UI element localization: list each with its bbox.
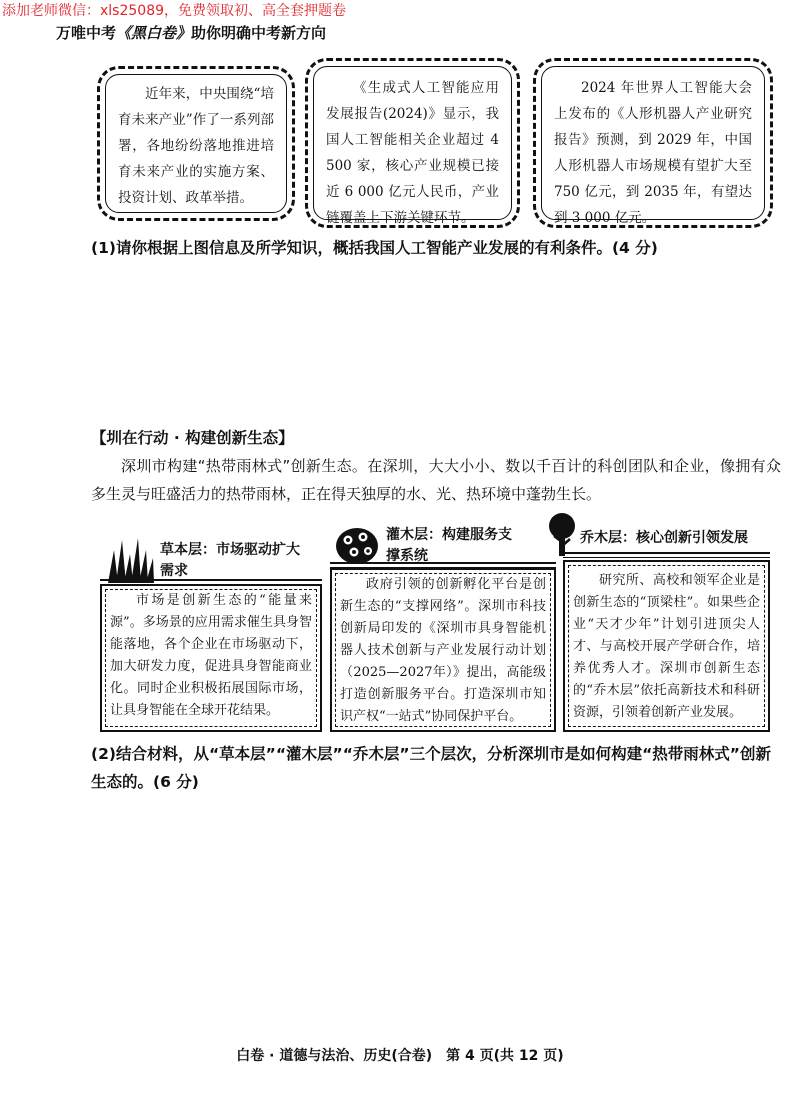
layer-card-grass <box>100 584 322 732</box>
header-slogan <box>56 22 326 43</box>
info-box-text: 近年来，中央围绕“培育未来产业”作了一系列部署，各地纷纷落地推进培育未来产业的实施方案、投资计划、政革举措。 <box>118 86 274 206</box>
info-box-forecast <box>533 58 773 228</box>
section-intro: 深圳市构建“热带雨林式”创新生态。在深圳，大大小小、数以千百计的科创团队和企业，像拥有众多生灵与旺盛活力的热带雨林，正在得天独厚的水、光、热环境中蓬勃生长。 <box>91 457 781 503</box>
layer-heading-line: 乔木层：核心创新引领发展 <box>580 530 748 546</box>
page-footer: 白卷 · 道德与法治、历史(合卷) 第 4 页(共 12 页) <box>236 1048 564 1064</box>
layer-card-text: 研究所、高校和领军企业是创新生态的“顶梁柱”。如果些企业“天才少年”计划引进顶尖人才、与高校开展产学研合作，培养优秀人才。深圳市创新生态的“乔木层”依托高新技术和科研资源，引领着创新产业发展。 <box>573 573 760 720</box>
info-box-policy <box>97 66 295 221</box>
layer-heading-line: 需求 <box>160 563 188 579</box>
layer-heading-tree <box>580 528 775 549</box>
slogan-brand: 《黑白卷》 <box>116 24 192 42</box>
layer-card-text: 市场是创新生态的“能量来源”。多场景的应用需求催生具身智能落地，各个企业在市场驱动下，加大研发力度，促进具身智能商业化。同时企业积极拓展国际市场，让具身智能在全球开花结果。 <box>110 593 312 718</box>
info-box-text: 《生成式人工智能应用发展报告(2024)》显示，我国人工智能相关企业超过 4 500 家，核心产业规模已接近 6 000 亿元人民币，产业链覆盖上下游关键环节。 <box>326 80 499 226</box>
layer-card-tree <box>563 560 770 732</box>
slogan-prefix: 万唯中考 <box>56 24 117 42</box>
layer-card-text: 政府引领的创新孵化平台是创新生态的“支撑网络”。深圳市科技创新局印发的《深圳市具身智能机器人技术创新与产业发展行动计划（2025—2027年）》提出，高能级打造创新服务平台。打造深圳市知识产权“一站式”协同保护平台。 <box>340 577 546 724</box>
question-2: (2)结合材料，从“草本层”“灌木层”“乔木层”三个层次，分析深圳市是如何构建“热带雨林式”创新生态的。(6 分) <box>91 745 771 791</box>
layer-rule <box>563 552 770 558</box>
grass-icon <box>106 536 156 584</box>
shrub-icon <box>334 524 380 566</box>
layer-heading-line: 撑系统 <box>386 548 428 564</box>
info-box-text: 2024 年世界人工智能大会上发布的《人形机器人产业研究报告》预测，到 2029 年，中国人形机器人市场规模有望扩大至 750 亿元，到 2035 年，有望达到 3 000 亿元。 <box>554 80 752 226</box>
slogan-suffix: 助你明确中考新方向 <box>191 24 327 42</box>
info-box-report <box>305 58 520 228</box>
layer-heading-line: 草本层：市场驱动扩大 <box>160 542 300 558</box>
layer-heading-grass <box>160 540 330 582</box>
section-title: 【圳在行动 · 构建创新生态】 <box>91 429 294 447</box>
layer-card-shrub <box>330 568 556 732</box>
layer-heading-shrub <box>386 525 556 567</box>
tree-icon <box>546 512 578 556</box>
watermark-text: 添加老师微信：xls25089，免费领取初、高全套押题卷 <box>2 3 347 19</box>
question-1: (1)请你根据上图信息及所学知识，概括我国人工智能产业发展的有利条件。(4 分) <box>91 239 658 257</box>
layer-heading-line: 灌木层：构建服务支 <box>386 527 512 543</box>
